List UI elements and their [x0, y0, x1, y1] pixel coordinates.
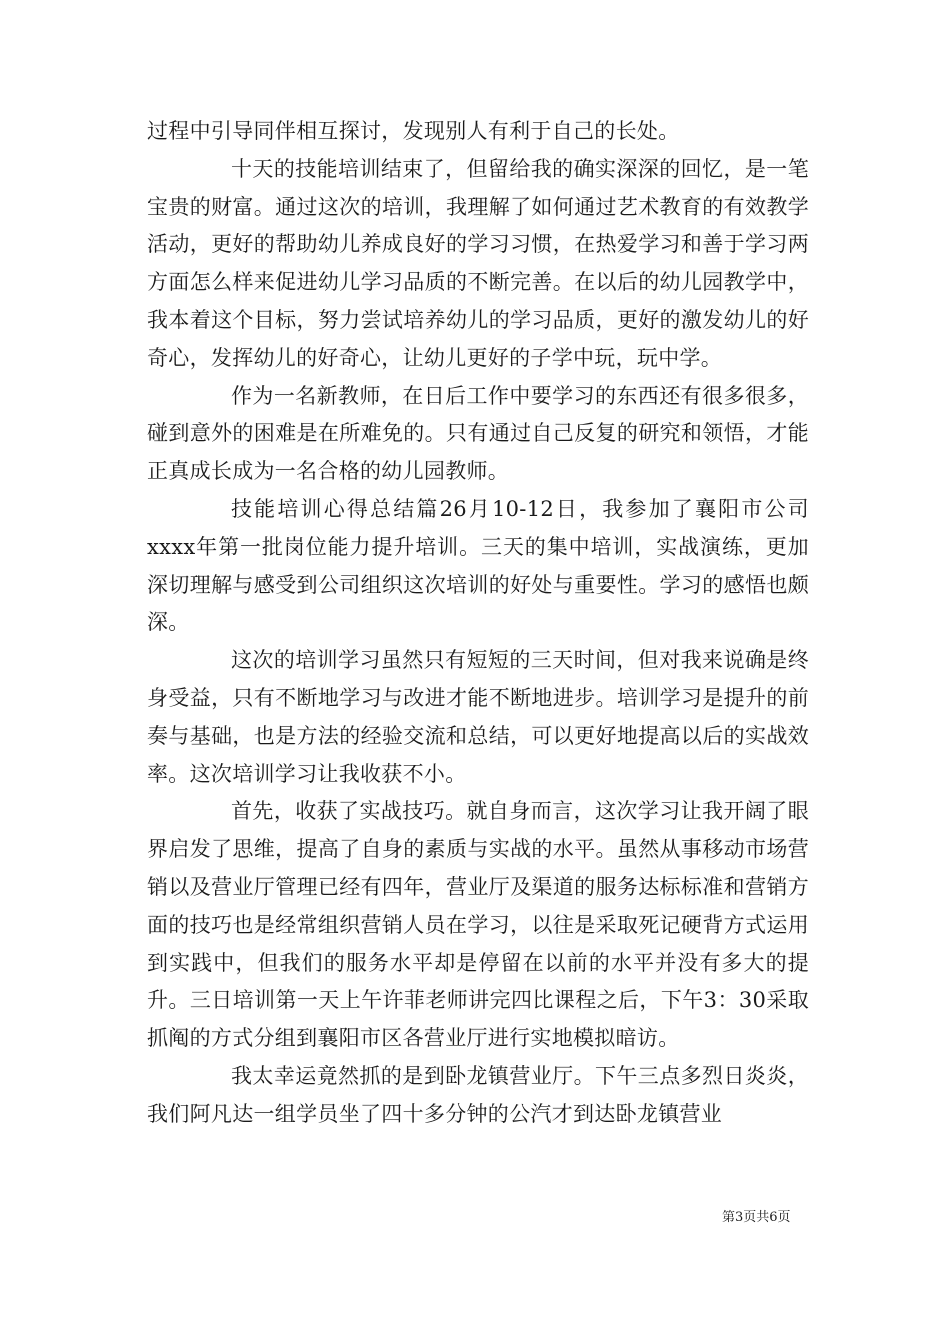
paragraph-7: 我太幸运竟然抓的是到卧龙镇营业厅。下午三点多烈日炎炎，我们阿凡达一组学员坐了四十多分钟的公汽才到达卧龙镇营业	[147, 1063, 809, 1126]
paragraph-6: 首先，收获了实战技巧。就自身而言，这次学习让我开阔了眼界启发了思维，提高了自身的素质与实战的水平。虽然从事移动市场营销以及营业厅管理已经有四年，营业厅及渠道的服务达标标准和营销方面的技巧也是经常组织营销人员在学习，以往是采取死记硬背方式运用到实践中，但我们的服务水平却是停留在以前的水平并没有多大的提升。三日培训第一天上午许菲老师讲完四比课程之后，下午3：30采取抓阄的方式分组到襄阳市区各营业厅进行实地模拟暗访。	[147, 799, 809, 1051]
paragraph-5: 这次的培训学习虽然只有短短的三天时间，但对我来说确是终身受益，只有不断地学习与改进才能不断地进步。培训学习是提升的前奏与基础，也是方法的经验交流和总结，可以更好地提高以后的实战效率。这次培训学习让我收获不小。	[147, 648, 809, 786]
document-body	[147, 113, 809, 1134]
paragraph-2: 十天的技能培训结束了，但留给我的确实深深的回忆，是一笔宝贵的财富。通过这次的培训，我理解了如何通过艺术教育的有效教学活动，更好的帮助幼儿养成良好的学习习惯，在热爱学习和善于学习两方面怎么样来促进幼儿学习品质的不断完善。在以后的幼儿园教学中，我本着这个目标，努力尝试培养幼儿的学习品质，更好的激发幼儿的好奇心，发挥幼儿的好奇心，让幼儿更好的子学中玩，玩中学。	[147, 156, 809, 370]
page-number-footer: 第3页共6页	[722, 1210, 791, 1225]
paragraph-1: 过程中引导同伴相互探讨，发现别人有利于自己的长处。	[147, 119, 680, 143]
paragraph-3: 作为一名新教师，在日后工作中要学习的东西还有很多很多，碰到意外的困难是在所难免的。只有通过自己反复的研究和领悟，才能正真成长成为一名合格的幼儿园教师。	[147, 383, 809, 484]
paragraph-4: 技能培训心得总结篇26月10-12日，我参加了襄阳市公司xxxx年第一批岗位能力提升培训。三天的集中培训，实战演练，更加深切理解与感受到公司组织这次培训的好处与重要性。学习的感悟也颇深。	[147, 496, 809, 635]
